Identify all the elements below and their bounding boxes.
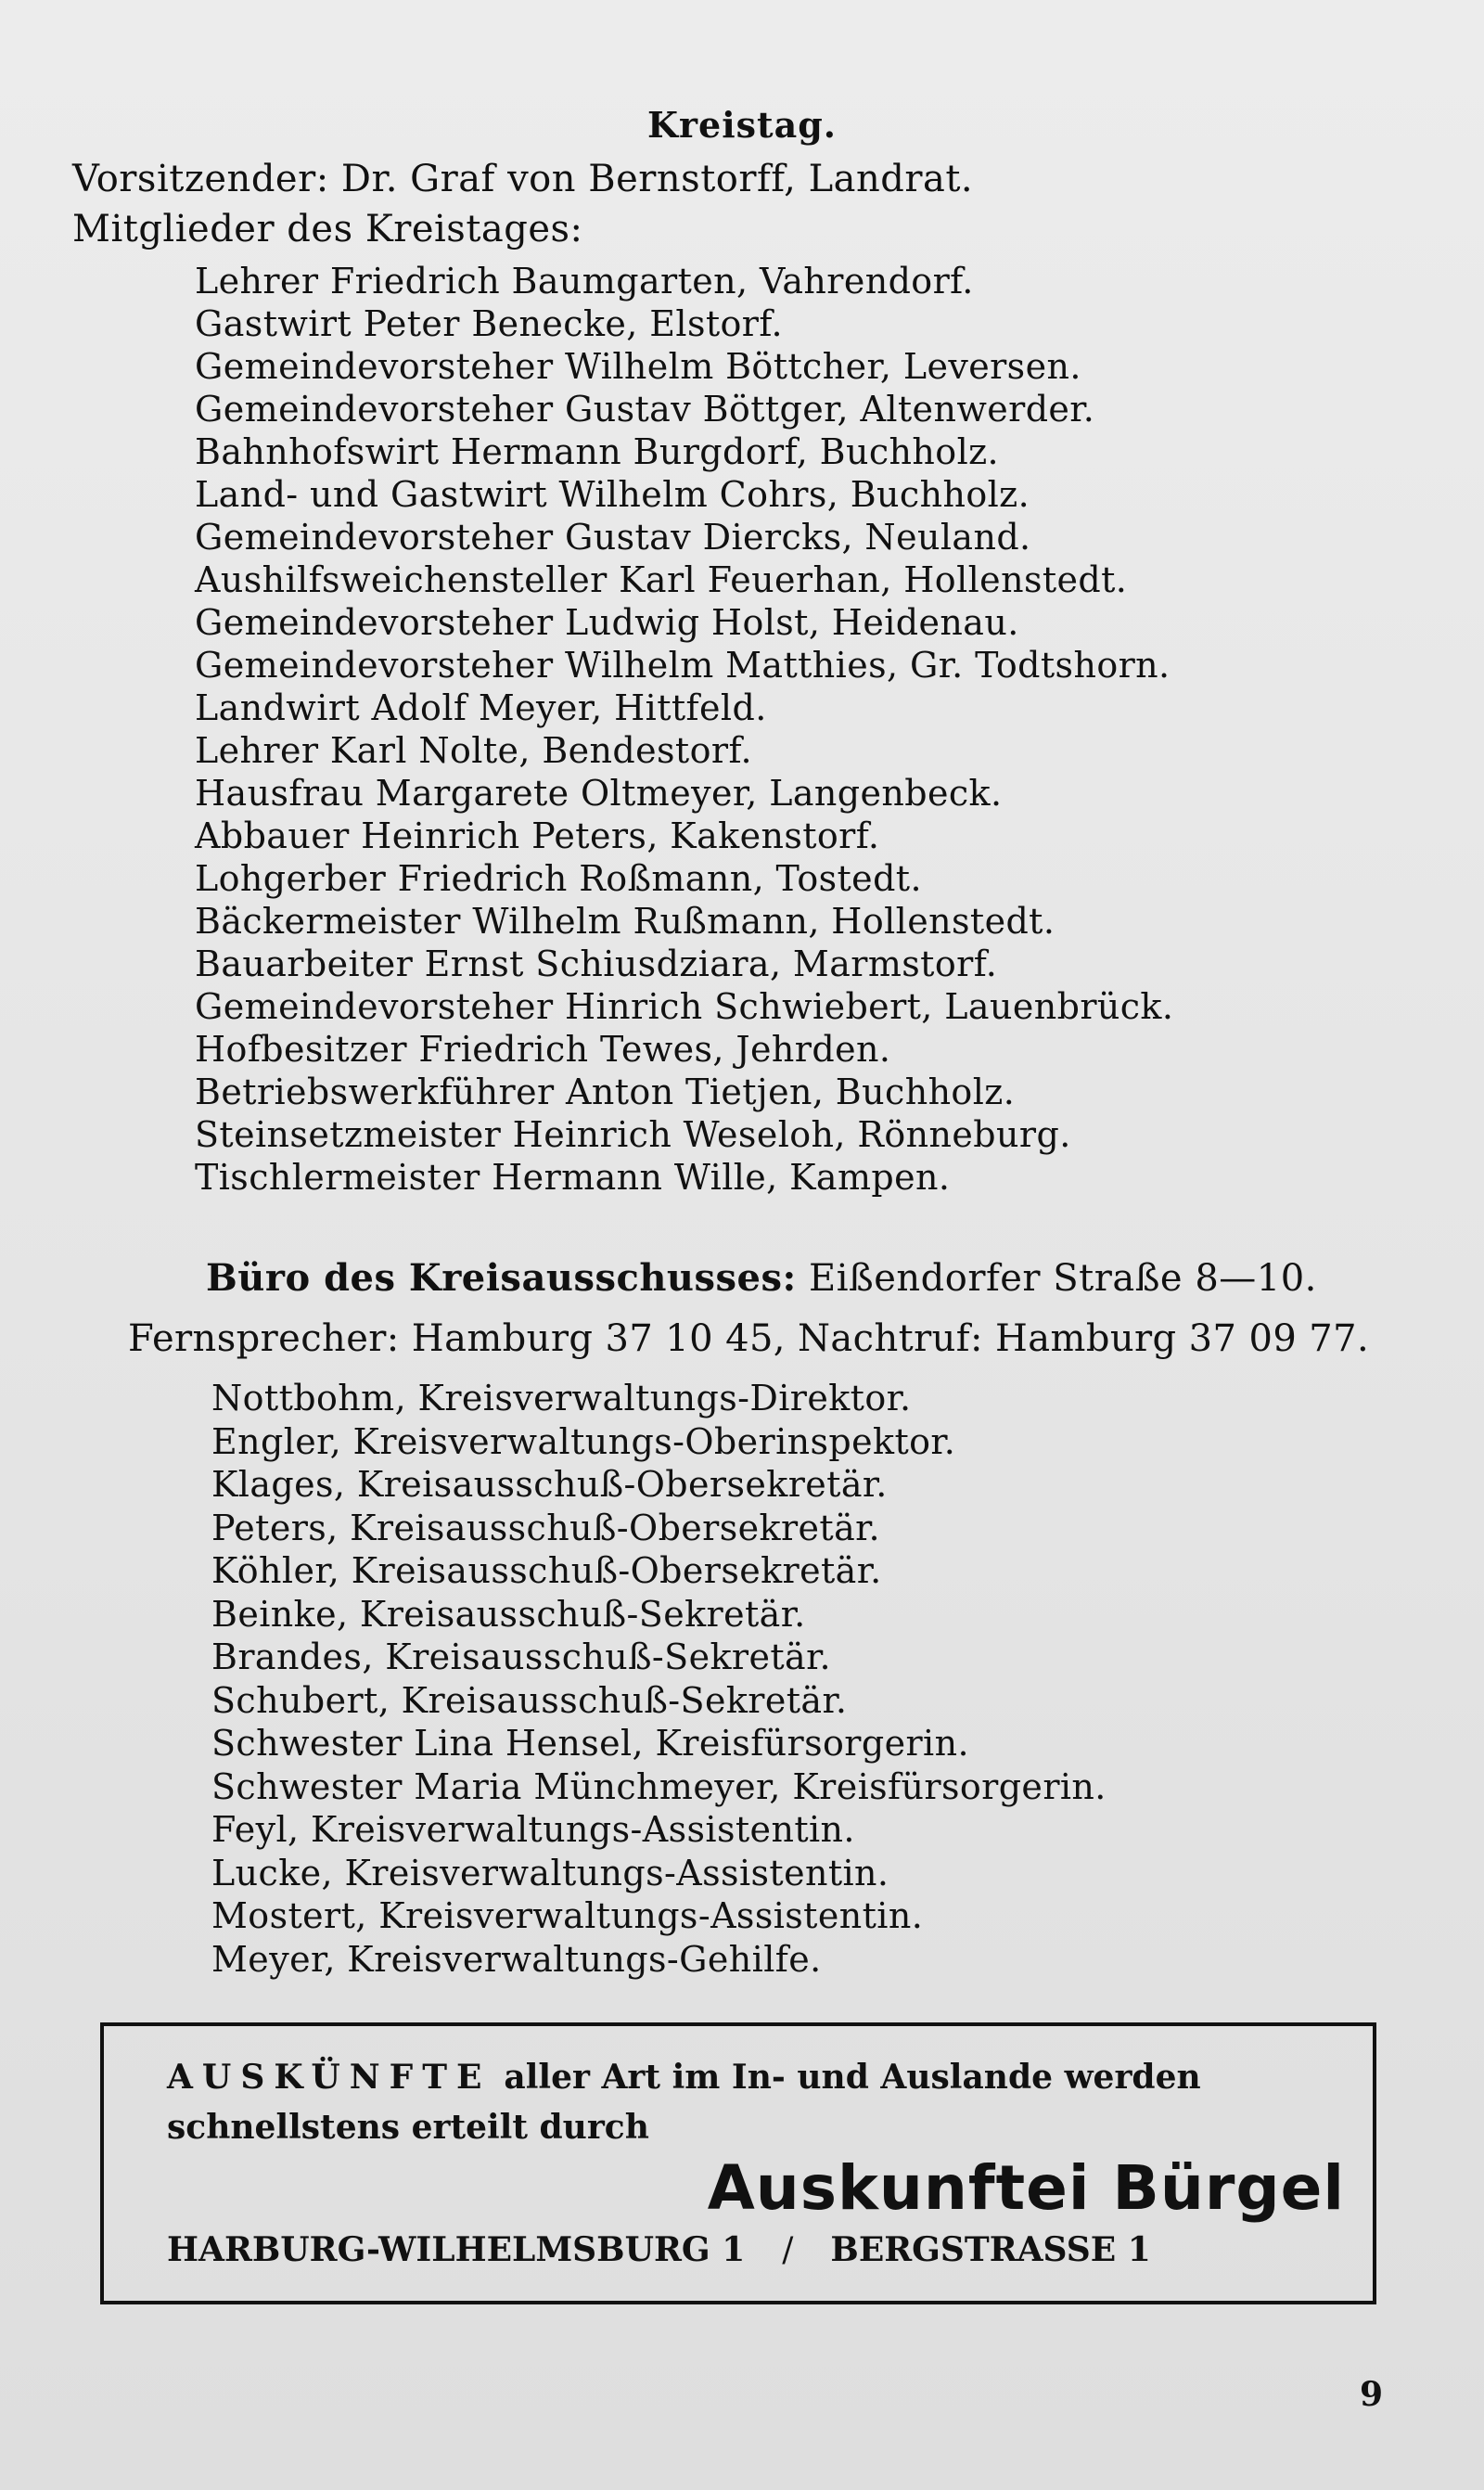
ad-brand-name: Auskunftei Bürgel <box>707 2152 1345 2224</box>
section-heading: Kreistag. <box>646 104 838 146</box>
phone-line: Fernsprecher: Hamburg 37 10 45, Nachtruf: Hamburg 37 09 77. <box>128 1317 1370 1360</box>
staff-entry: Mostert, Kreisverwaltungs-Assistentin. <box>211 1895 924 1936</box>
member-entry: Lohgerber Friedrich Roßmann, Tostedt. <box>195 858 922 899</box>
staff-entry: Klages, Kreisausschuß-Obersekretär. <box>211 1464 888 1505</box>
member-entry: Gemeindevorsteher Gustav Diercks, Neuland. <box>195 517 1031 558</box>
member-entry: Steinsetzmeister Heinrich Weseloh, Rönneburg. <box>195 1114 1071 1155</box>
chair-line: Vorsitzender: Dr. Graf von Bernstorff, Landrat. <box>72 158 974 200</box>
staff-entry: Nottbohm, Kreisverwaltungs-Direktor. <box>211 1378 912 1418</box>
office-line <box>206 1256 1317 1300</box>
staff-entry: Engler, Kreisverwaltungs-Oberinspektor. <box>211 1420 956 1462</box>
member-entry: Gemeindevorsteher Ludwig Holst, Heidenau. <box>195 602 1019 643</box>
members-heading: Mitglieder des Kreistages: <box>72 208 583 250</box>
staff-entry: Meyer, Kreisverwaltungs-Gehilfe. <box>211 1938 822 1980</box>
member-entry: Abbauer Heinrich Peters, Kakenstorf. <box>195 815 880 856</box>
ad-address-right: BERGSTRASSE 1 <box>830 2230 1151 2269</box>
member-entry: Betriebswerkführer Anton Tietjen, Buchholz. <box>195 1072 1016 1112</box>
staff-entry: Beinke, Kreisausschuß-Sekretär. <box>211 1593 806 1635</box>
member-entry: Gemeindevorsteher Gustav Böttger, Altenwerder. <box>195 389 1095 430</box>
ad-address-separator: / <box>782 2231 794 2269</box>
advertisement-box <box>100 2022 1376 2304</box>
staff-entry: Schubert, Kreisausschuß-Sekretär. <box>211 1679 848 1721</box>
member-entry: Gastwirt Peter Benecke, Elstorf. <box>195 303 783 344</box>
staff-entry: Feyl, Kreisverwaltungs-Assistentin. <box>211 1809 855 1850</box>
staff-entry: Schwester Maria Münchmeyer, Kreisfürsorgerin. <box>211 1765 1107 1807</box>
member-entry: Gemeindevorsteher Wilhelm Matthies, Gr. Todtshorn. <box>195 645 1171 686</box>
ad-line-2: schnellstens erteilt durch <box>167 2108 649 2147</box>
member-entry: Lehrer Friedrich Baumgarten, Vahrendorf. <box>195 261 974 302</box>
member-entry: Gemeindevorsteher Wilhelm Böttcher, Leversen. <box>195 346 1081 387</box>
member-entry: Lehrer Karl Nolte, Bendestorf. <box>195 730 753 771</box>
office-address: Eißendorfer Straße 8—10. <box>809 1257 1317 1300</box>
ad-line-1 <box>167 2058 1201 2097</box>
member-entry: Land- und Gastwirt Wilhelm Cohrs, Buchholz. <box>195 474 1030 515</box>
staff-entry: Lucke, Kreisverwaltungs-Assistentin. <box>211 1852 889 1893</box>
ad-spaced-word: AUSKÜNFTE <box>167 2058 492 2097</box>
office-label: Büro des Kreisausschusses: <box>206 1256 797 1300</box>
staff-entry: Peters, Kreisausschuß-Obersekretär. <box>211 1507 881 1548</box>
staff-entry: Köhler, Kreisausschuß-Obersekretär. <box>211 1550 882 1591</box>
member-entry: Landwirt Adolf Meyer, Hittfeld. <box>195 687 767 728</box>
member-entry: Bahnhofswirt Hermann Burgdorf, Buchholz. <box>195 431 1000 472</box>
staff-entry: Schwester Lina Hensel, Kreisfürsorgerin. <box>211 1723 969 1764</box>
member-entry: Aushilfsweichensteller Karl Feuerhan, Hollenstedt. <box>195 559 1128 600</box>
ad-address-left: HARBURG-WILHELMSBURG 1 <box>167 2230 746 2269</box>
member-entry: Bäckermeister Wilhelm Rußmann, Hollenstedt. <box>195 901 1055 942</box>
member-entry: Hofbesitzer Friedrich Tewes, Jehrden. <box>195 1029 891 1070</box>
member-entry: Tischlermeister Hermann Wille, Kampen. <box>195 1157 951 1198</box>
member-list <box>195 260 1173 1199</box>
member-entry: Gemeindevorsteher Hinrich Schwiebert, Lauenbrück. <box>195 986 1174 1027</box>
staff-list <box>211 1377 1107 1981</box>
ad-line-1-rest: aller Art im In- und Auslande werden <box>504 2058 1201 2097</box>
member-entry: Bauarbeiter Ernst Schiusdziara, Marmstorf. <box>195 943 998 984</box>
member-entry: Hausfrau Margarete Oltmeyer, Langenbeck. <box>195 773 1003 814</box>
page-number: 9 <box>1360 2375 1384 2414</box>
ad-address-line <box>167 2230 1151 2269</box>
staff-entry: Brandes, Kreisausschuß-Sekretär. <box>211 1636 831 1677</box>
